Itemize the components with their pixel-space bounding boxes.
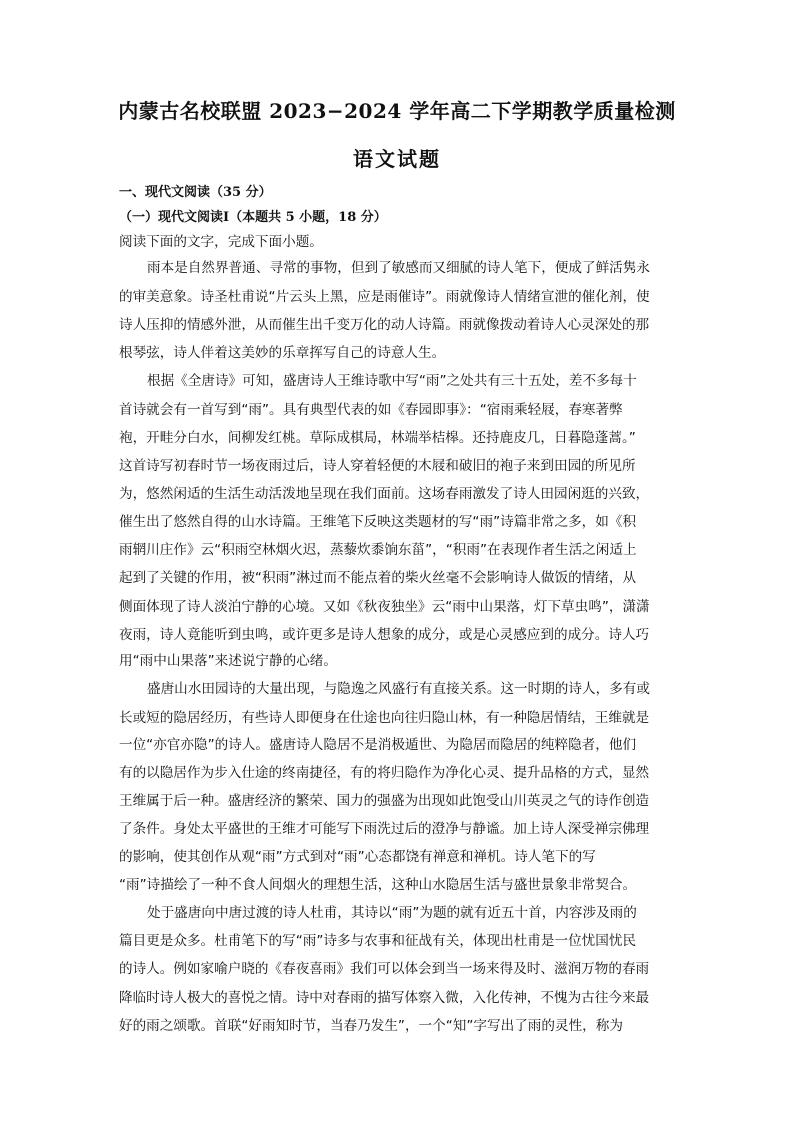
passage-line: 为，悠然闲适的生活生动活泼地呈现在我们面前。这场春雨激发了诗人田园闲逛的兴致， <box>119 486 650 502</box>
section-heading: 一、现代文阅读（35 分） <box>119 185 272 200</box>
document-title: 内蒙古名校联盟 2023−2024 学年高二下学期教学质量检测 <box>118 99 676 123</box>
passage-line: 盛唐山水田园诗的大量出现，与隐逸之风盛行有直接关系。这一时期的诗人，多有或 <box>147 681 650 697</box>
passage-line: 的诗人。例如家喻户晓的《春夜喜雨》我们可以体会到当一场来得及时、滋润万物的春雨 <box>119 961 650 977</box>
passage-line: 好的雨之颂歌。首联“好雨知时节，当春乃发生”，一个“知”字写出了雨的灵性，称为 <box>119 1018 623 1034</box>
passage-line: 降临时诗人极大的喜悦之情。诗中对春雨的描写体察入微，入化传神，不愧为古往今来最 <box>119 990 650 1006</box>
passage-line: 有的以隐居作为步入仕途的终南捷径，有的将归隐作为净化心灵、提升品格的方式，显然 <box>119 765 650 781</box>
passage-line: 袍，开畦分白水，间柳发红桃。草际成棋局，林端举桔槔。还持鹿皮几，日暮隐蓬蒿。” <box>119 430 636 446</box>
document-subtitle: 语文试题 <box>353 147 441 171</box>
passage-line: 王维属于后一种。盛唐经济的繁荣、国力的强盛为出现如此饱受山川英灵之气的诗作创造 <box>119 793 650 809</box>
passage-line: 长或短的隐居经历，有些诗人即便身在仕途也向往归隐山林，有一种隐居情结，王维就是 <box>119 710 650 726</box>
passage-line: 根琴弦，诗人伴着这美妙的乐章挥写自己的诗意人生。 <box>119 345 446 361</box>
passage-line: 侧面体现了诗人淡泊宁静的心境。又如《秋夜独坐》云“雨中山果落，灯下草虫鸣”，潇潇 <box>119 599 650 615</box>
passage-line: 首诗就会有一首写到“雨”。具有典型代表的如《春园即事》：“宿雨乘轻屐，春寒著弊 <box>119 402 623 418</box>
passage-line: 雨辋川庄作》云“积雨空林烟火迟，蒸藜炊黍饷东菑”，“积雨”在表现作者生活之闲适上 <box>119 542 637 558</box>
passage-line: 起到了关键的作用，被“积雨”淋过而不能点着的柴火丝毫不会影响诗人做饭的情绪，从 <box>119 570 637 586</box>
passage-line: “雨”诗描绘了一种不食人间烟火的理想生活，这种山水隐居生活与盛世景象非常契合。 <box>119 877 637 893</box>
passage-line: 这首诗写初春时节一场夜雨过后，诗人穿着轻便的木屐和破旧的袍子来到田园的所见所 <box>119 458 636 474</box>
passage-line: 处于盛唐向中唐过渡的诗人杜甫，其诗以“雨”为题的就有近五十首，内容涉及雨的 <box>147 905 637 921</box>
passage-line: 根据《全唐诗》可知，盛唐诗人王维诗歌中写“雨”之处共有三十五处，差不多每十 <box>147 373 637 389</box>
section-subheading: （一）现代文阅读Ⅰ（本题共 5 小题，18 分） <box>119 210 387 225</box>
passage-line: 篇目更是众多。杜甫笔下的写“雨”诗多与农事和征战有关，体现出杜甫是一位忧国忧民 <box>119 933 637 949</box>
passage-line: 催生出了悠然自得的山水诗篇。王维笔下反映这类题材的写“雨”诗篇非常之多，如《积 <box>119 514 637 530</box>
passage-line: 夜雨，诗人竟能听到虫鸣，或许更多是诗人想象的成分，或是心灵感应到的成分。诗人巧 <box>119 627 650 643</box>
passage-line: 诗人压抑的情感外泄，从而催生出千变万化的动人诗篇。雨就像拨动着诗人心灵深处的那 <box>119 317 650 333</box>
passage-line: 一位“亦官亦隐”的诗人。盛唐诗人隐居不是消极遁世、为隐居而隐居的纯粹隐者，他们 <box>119 737 637 753</box>
passage-line: 了条件。身处太平盛世的王维才可能写下雨洗过后的澄净与静谧。加上诗人深受禅宗佛理 <box>119 821 650 837</box>
passage-line: 用“雨中山果落”来述说宁静的心绪。 <box>119 653 337 669</box>
passage-line: 的审美意象。诗圣杜甫说“片云头上黑，应是雨催诗”。雨就像诗人情绪宣泄的催化剂，使 <box>119 289 650 305</box>
passage-line: 雨本是自然界普通、寻常的事物，但到了敏感而又细腻的诗人笔下，便成了鲜活隽永 <box>147 260 650 276</box>
passage-line: 的影响，使其创作从观“雨”方式到对“雨”心态都饶有禅意和禅机。诗人笔下的写 <box>119 849 596 865</box>
instruction-text: 阅读下面的文字，完成下面小题。 <box>119 234 323 250</box>
